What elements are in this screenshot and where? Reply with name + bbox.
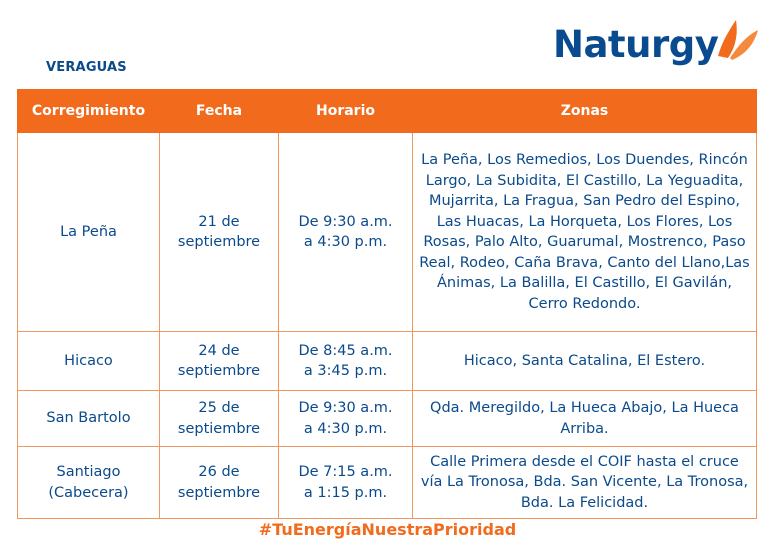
header-corregimiento: Corregimiento xyxy=(18,90,160,133)
horario-line: a 4:30 p.m. xyxy=(303,234,388,250)
campaign-hashtag: #TuEnergíaNuestraPrioridad xyxy=(258,520,517,539)
logo-wordmark: Naturgy xyxy=(553,23,719,66)
horario-line: a 3:45 p.m. xyxy=(303,363,388,379)
zonas-cell: Qda. Meregildo, La Hueca Abajo, La Hueca Arriba. xyxy=(413,391,757,447)
header-zonas: Zonas xyxy=(413,90,757,133)
zonas-cell: La Peña, Los Remedios, Los Duendes, Rincón Largo, La Subidita, El Castillo, La Yeguadita, Mujarrita, La Fragua, San Pedro del Espino, Las Huacas, La Horqueta, Los Flores, Los Rosas, Palo Alto, Guarumal, Mostrenco, Paso Real, Rodeo, Caña Brava, Canto del Llano,Las Ánimas, La Balilla, El Castillo, El Gavilán, Cerro Redondo. xyxy=(413,133,757,332)
naturgy-logo xyxy=(553,16,760,72)
corregimiento-cell: San Bartolo xyxy=(18,391,160,447)
table-row xyxy=(18,133,757,332)
horario-cell xyxy=(279,133,413,332)
table-header-row xyxy=(18,90,757,133)
table-row xyxy=(18,391,757,447)
schedule-table xyxy=(17,89,757,519)
fecha-cell xyxy=(160,391,279,447)
fecha-line: 26 de xyxy=(198,464,240,480)
horario-line: De 9:30 a.m. xyxy=(298,213,393,230)
corregimiento-line: (Cabecera) xyxy=(48,484,129,501)
table-row xyxy=(18,447,757,519)
region-title: VERAGUAS xyxy=(46,60,127,75)
fecha-cell xyxy=(160,447,279,519)
fecha-cell xyxy=(160,133,279,332)
corregimiento-cell: La Peña xyxy=(18,133,160,332)
fecha-line: septiembre xyxy=(177,420,261,437)
fecha-line: septiembre xyxy=(177,363,261,379)
horario-line: a 4:30 p.m. xyxy=(303,420,388,437)
fecha-line: 25 de xyxy=(198,400,240,416)
fecha-line: 21 de xyxy=(198,213,240,230)
corregimiento-cell: Hicaco xyxy=(18,332,160,391)
table-row xyxy=(18,332,757,391)
zonas-cell: Calle Primera desde el COIF hasta el cruce vía La Tronosa, Bda. San Vicente, La Tronosa, Bda. La Felicidad. xyxy=(413,447,757,519)
horario-cell xyxy=(279,391,413,447)
horario-line: De 9:30 a.m. xyxy=(298,400,393,416)
fecha-cell xyxy=(160,332,279,391)
fecha-line: 24 de xyxy=(198,342,240,359)
header-fecha: Fecha xyxy=(160,90,279,133)
horario-line: De 7:15 a.m. xyxy=(298,464,393,480)
zonas-cell: Hicaco, Santa Catalina, El Estero. xyxy=(413,332,757,391)
header-horario: Horario xyxy=(279,90,413,133)
corregimiento-cell xyxy=(18,447,160,519)
horario-line: a 1:15 p.m. xyxy=(303,484,388,501)
horario-cell xyxy=(279,332,413,391)
butterfly-icon xyxy=(714,16,760,64)
fecha-line: septiembre xyxy=(177,234,261,250)
horario-line: De 8:45 a.m. xyxy=(298,342,393,359)
corregimiento-line: Santiago xyxy=(56,464,121,480)
horario-cell xyxy=(279,447,413,519)
fecha-line: septiembre xyxy=(177,484,261,501)
